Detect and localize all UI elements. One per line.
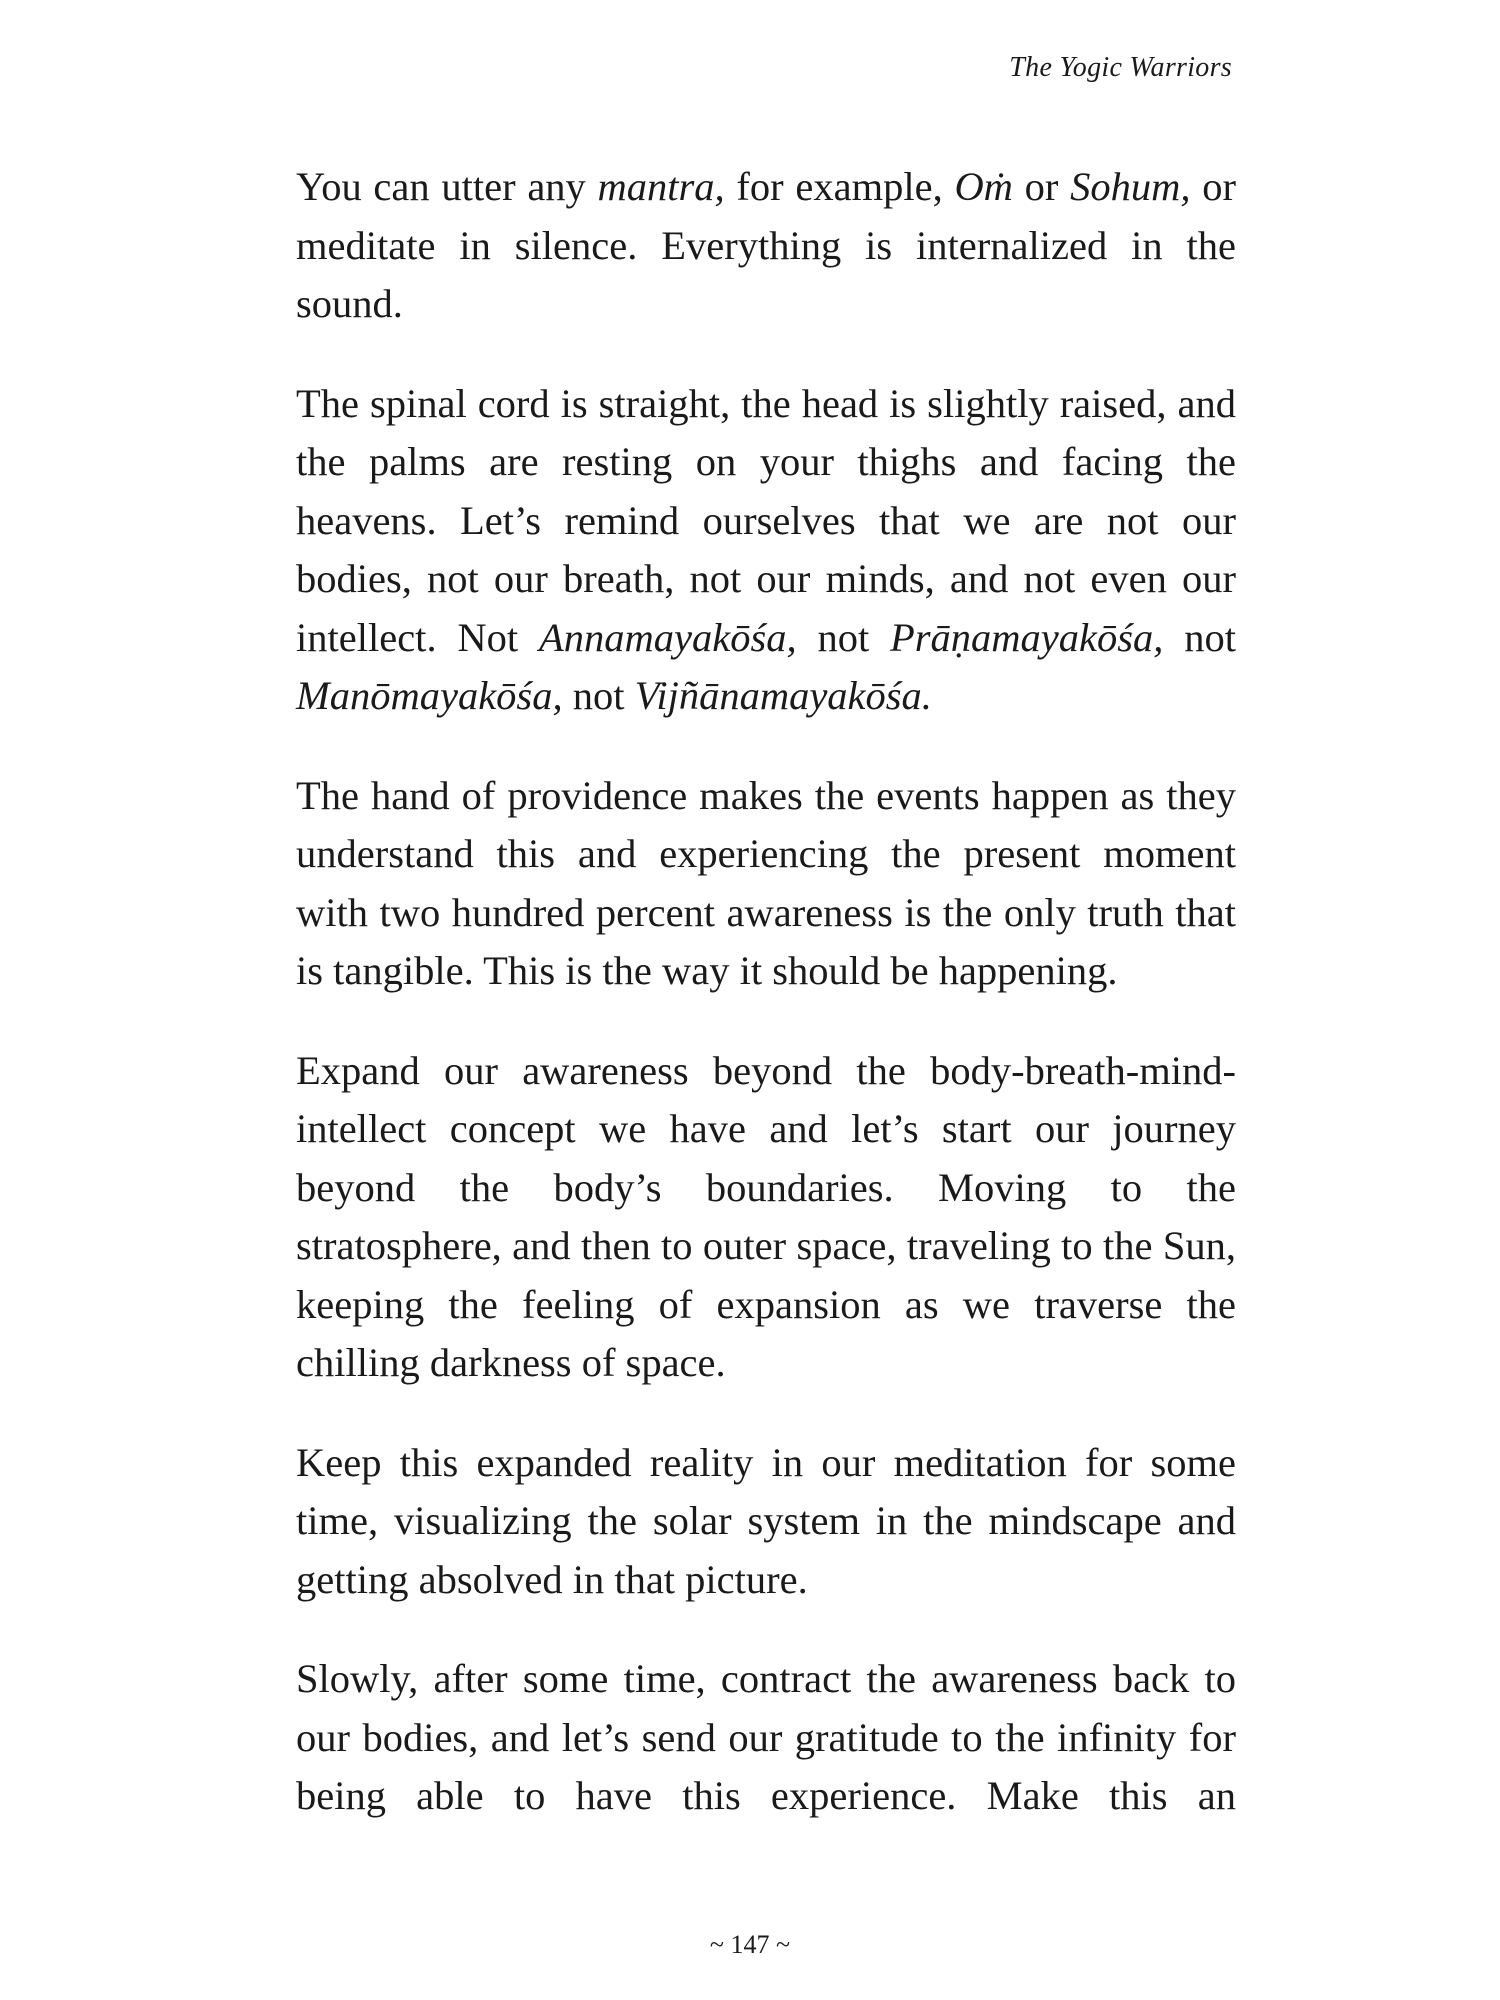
italic-term-vijnanamayakosa: Vijñānamayakōśa. — [634, 673, 932, 718]
text-run: or meditate in silence. Everything is internalized in the sound. — [296, 164, 1237, 326]
italic-term-annamayakosa: Annamayakōśa, — [539, 614, 797, 660]
running-head: The Yogic Warriors — [1009, 52, 1232, 83]
paragraph-4: Expand our awareness beyond the body-breath-mind-intellect concept we have and let’s start our journey beyond the body’s boundaries. Moving to the stratosphere, and then to outer space, traveling to the Sun, keeping the feeling of expansion as we traverse the chilling darkness of space. — [296, 1047, 1236, 1385]
text-run: not — [796, 614, 891, 660]
text-run: for example, — [724, 164, 955, 209]
text-run: or — [1012, 164, 1071, 209]
text-run: You can utter any — [296, 164, 598, 209]
text-run: The spinal cord is straight, the head is slightly raised, and the palms are resting on your thighs and facing the heavens. Let’s remind ourselves that we are not our bodies, not our breath, not our minds, and not even our intellect. Not — [296, 380, 1236, 660]
paragraph-2 — [296, 375, 1236, 726]
paragraph-3: The hand of providence makes the events happen as they understand this and experiencing the present moment with two hundred percent awareness is the only truth that is tangible. This is the way it should be happening. — [296, 772, 1236, 993]
text-run: not — [562, 673, 635, 718]
italic-term-om: Oṁ — [954, 164, 1013, 209]
body-text — [296, 158, 1236, 1867]
italic-term-pranamayakosa: Prāṇamayakōśa, — [890, 614, 1164, 660]
paragraph-5: Keep this expanded reality in our meditation for some time, visualizing the solar system in the mindscape and getting absolved in that picture. — [296, 1439, 1236, 1602]
paragraph-1 — [296, 158, 1236, 334]
page-number: ~ 147 ~ — [709, 1930, 791, 1959]
text-run: not — [1163, 614, 1236, 660]
italic-term-manomayakosa: Manōmayakōśa, — [296, 673, 563, 718]
italic-term-mantra: mantra, — [597, 164, 725, 209]
paragraph-6: Slowly, after some time, contract the awareness back to our bodies, and let’s send our gratitude to the infinity for being able to have this experience. Make this an — [296, 1656, 1236, 1818]
italic-term-sohum: Sohum, — [1070, 164, 1191, 209]
